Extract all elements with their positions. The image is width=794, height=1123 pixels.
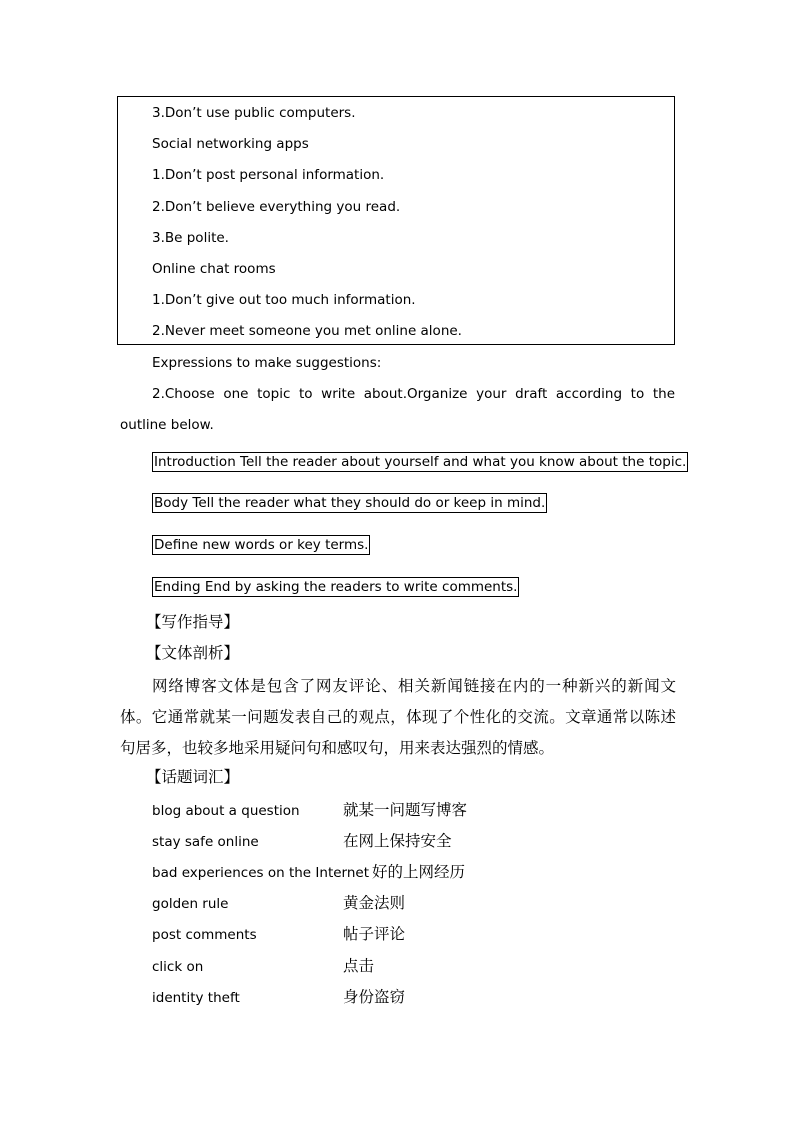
outline-define-terms: Define new words or key terms. xyxy=(154,537,369,553)
vocab-row xyxy=(152,987,692,1007)
rule-line: 2.Don’t believe everything you read. xyxy=(152,199,401,215)
expressions-label: Expressions to make suggestions: xyxy=(152,355,382,371)
vocab-chinese: 帖子评论 xyxy=(343,925,406,943)
vocab-english: identity theft xyxy=(152,990,240,1006)
rule-line: 3.Don’t use public computers. xyxy=(152,105,356,121)
vocab-english: bad experiences on the Internet xyxy=(152,865,370,881)
vocab-english: blog about a question xyxy=(152,803,300,819)
vocab-chinese: 黄金法则 xyxy=(343,894,406,912)
vocab-row xyxy=(152,862,692,882)
vocab-english: post comments xyxy=(152,927,257,943)
online-safety-rules-box xyxy=(117,96,675,345)
rule-line: 2.Never meet someone you met online alone. xyxy=(152,323,462,339)
section-label: Social networking apps xyxy=(152,136,309,152)
vocab-row xyxy=(152,800,692,820)
vocab-english: click on xyxy=(152,959,204,975)
heading-writing-guide: 【写作指导】 xyxy=(146,613,240,631)
outline-ending: Ending End by asking the readers to write comments. xyxy=(154,579,518,595)
vocab-row xyxy=(152,831,692,851)
rule-line: 1.Don’t give out too much information. xyxy=(152,292,416,308)
outline-body: Body Tell the reader what they should do or keep in mind. xyxy=(154,495,546,511)
outline-introduction: Introduction Tell the reader about yourself and what you know about the topic. xyxy=(154,454,687,470)
vocab-row xyxy=(152,956,692,976)
vocab-chinese: 好的上网经历 xyxy=(372,863,466,881)
rule-line: 1.Don’t post personal information. xyxy=(152,167,385,183)
vocab-chinese: 身份盗窃 xyxy=(343,988,406,1006)
section-label: Online chat rooms xyxy=(152,261,276,277)
genre-paragraph: 网络博客文体是包含了网友评论、相关新闻链接在内的一种新兴的新闻文体。它通常就某一问题发表自己的观点，体现了个性化的交流。文章通常以陈述句居多，也较多地采用疑问句和感叹句，用来表达强烈的情感。 xyxy=(120,677,676,757)
heading-genre-analysis: 【文体剖析】 xyxy=(146,644,240,662)
vocab-row xyxy=(152,893,692,913)
vocab-english: golden rule xyxy=(152,896,229,912)
vocab-chinese: 就某一问题写博客 xyxy=(343,801,468,819)
vocab-english: stay safe online xyxy=(152,834,259,850)
vocab-chinese: 点击 xyxy=(343,957,375,975)
heading-topic-vocabulary: 【话题词汇】 xyxy=(146,768,240,786)
vocab-chinese: 在网上保持安全 xyxy=(343,832,452,850)
rule-line: 3.Be polite. xyxy=(152,230,229,246)
vocab-row xyxy=(152,924,692,944)
instruction-paragraph: 2.Choose one topic to write about.Organize your draft according to the outline below. xyxy=(120,386,675,433)
